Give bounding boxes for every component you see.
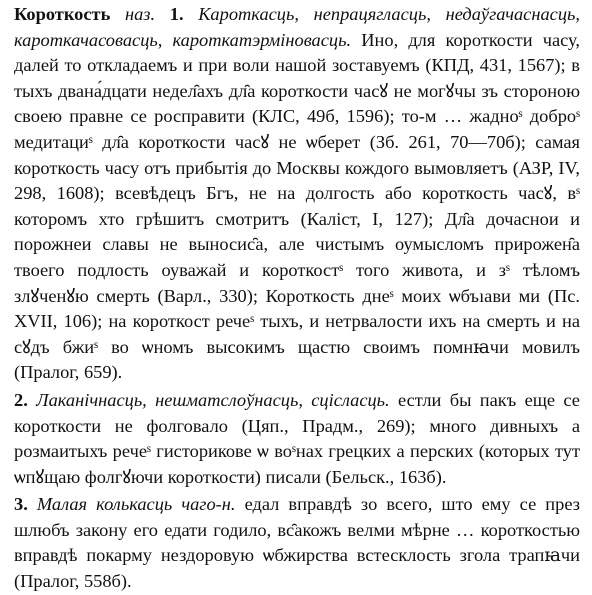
sense-definition: Кароткасць, непрацягласць, недаўгачаснасць, кароткачасовасць, кароткатэрміновасць. [14,4,580,50]
dictionary-entry [14,2,580,595]
headword: Короткость [14,4,111,24]
sense-definition: Малая колькасць чаго‑н. [36,494,236,515]
sense-1 [14,2,580,386]
grammar-label: наз. [124,4,156,24]
sense-2 [14,388,580,490]
sense-number: 2. [14,389,28,410]
sense-definition: Лаканічнасць, нешматслоўнасць, сцісласць. [36,389,390,410]
sense-examples: Ино, для короткости часу, далей то откладаемъ и при воли нашой зоставуемъ (КПД, 431, 1567); в тыхъ двана́дцати недел̑ахъ дл̑а короткости часꙋ не могꙋчы зъ стороною своею правне се росправити (КЛС, 49б, 1596); то‑м … жадноˢ доброˢ медитациˢ дл̑а короткости часꙋ не ѡберет (Зб. 261, 70—70б); самая короткость часу отъ прибытія до Москвы кождого вымовляетъ (АЗР, IV, 298, 1608); всевѣдецъ Бгъ, не на долгость або короткость часꙋ, вˢ которомъ хто грѣшитъ смотритъ (Каліст, І, 127); Дл̑а дочаснои и порожнеи славы не выносис̑а, але чистымъ оумысломъ прирожен̑а твоего подлость оуважай и короткостˢ того живота, и зˢ тѣломъ злꙋченꙋю смерть (Варл., 330); Короткость днеˢ моих ѡбъıави ми (Пс. XVII, 106); на короткост речеˢ тыхъ, и нетрвалости ихъ на смерть и на сꙋдъ бжиˢ во ѡномъ высокимъ щастю своимъ помнꙗчи мовилъ (Пралог, 659). [14,29,580,383]
sense-examples: едал вправдѣ зо всего, што ему се през шлюбъ закону его едати годило, вс̑акожъ велми мѣрне … короткостью вправдѣ покарму нездоровую ѡбжирства встесклость згола трапꙗчи (Пралог, 558б). [14,494,580,592]
sense-3 [14,492,580,594]
sense-number: 3. [14,494,28,515]
sense-examples: естли бы пакъ еще се короткости не фолговало (Цяп., Прадм., 269); много дивныхъ а розмаитыхъ речеˢ гисторикове ѡ воˢнах грецких а перских (которых тут ѡпꙋщаю фолгꙋючи короткости) писали (Бельск., 163б). [14,389,580,487]
sense-number: 1. [169,4,184,24]
